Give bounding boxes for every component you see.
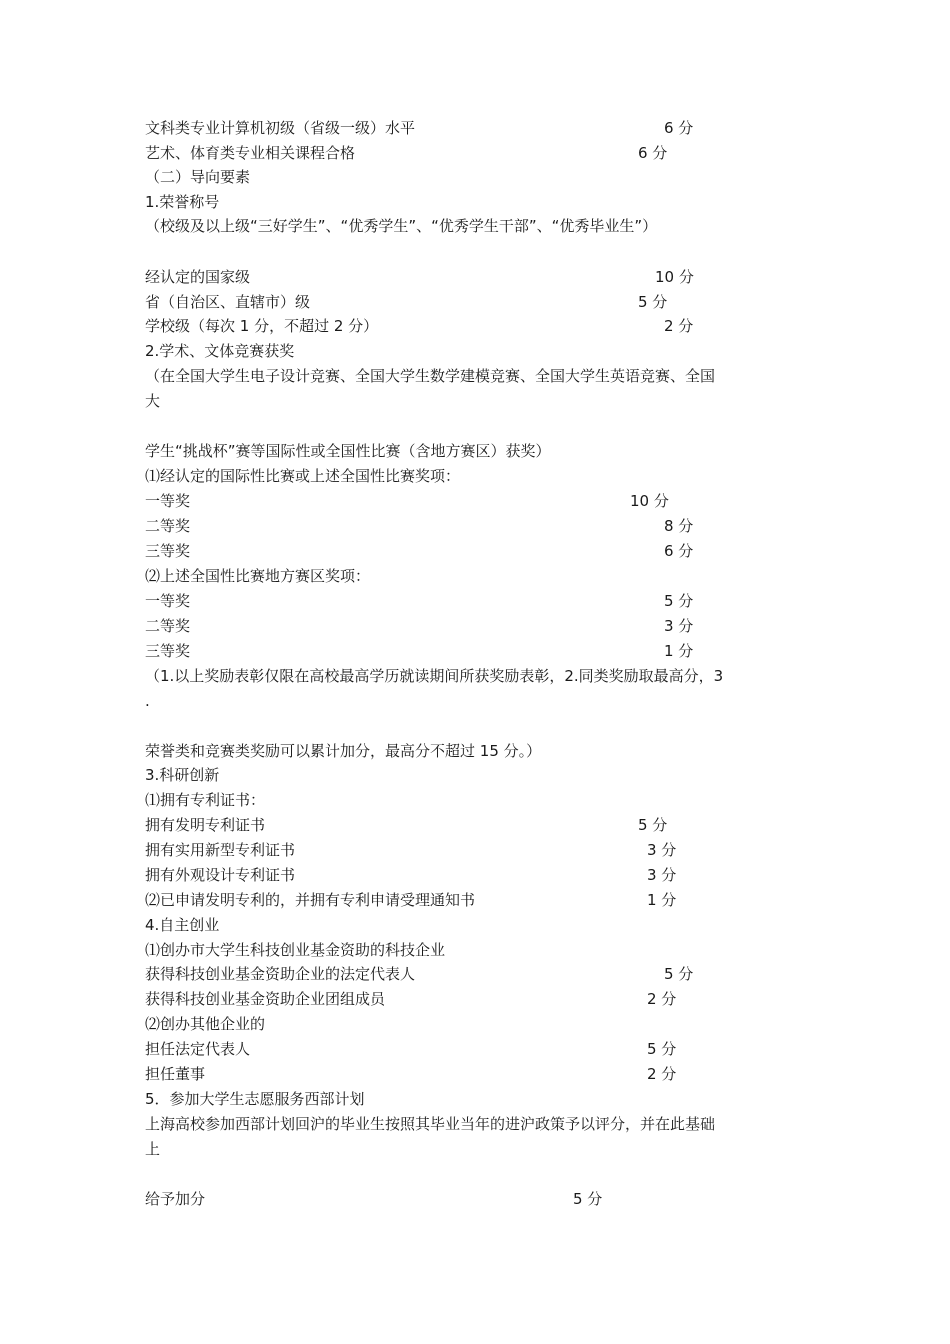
score-value: 1 分	[664, 642, 694, 660]
text-line: 一等奖	[145, 592, 191, 610]
text-line: 上海高校参加西部计划回沪的毕业生按照其毕业当年的进沪政策予以评分，并在此基础	[145, 1115, 716, 1133]
text-line: 一等奖	[145, 492, 191, 510]
score-value: 2 分	[647, 1065, 677, 1083]
text-line: ⑵上述全国性比赛地方赛区奖项：	[145, 567, 371, 585]
text-line: 荣誉类和竞赛类奖励可以累计加分，最高分不超过 15 分。）	[145, 742, 542, 760]
text-line: 艺术、体育类专业相关课程合格	[145, 144, 356, 162]
score-value: 3 分	[664, 617, 694, 635]
text-line: 学校级（每次 1 分，不超过 2 分）	[145, 317, 379, 335]
score-value: 5 分	[573, 1190, 603, 1208]
score-value: 6 分	[664, 119, 694, 137]
text-line: ⑵已申请发明专利的，并拥有专利申请受理通知书	[145, 891, 476, 909]
text-line: （校级及以上级“三好学生”、“优秀学生”、“优秀学生干部”、“优秀毕业生”）	[145, 217, 658, 235]
section-heading: 4.自主创业	[145, 916, 220, 934]
score-value: 3 分	[647, 841, 677, 859]
score-value: 6 分	[664, 542, 694, 560]
text-line: 担任董事	[145, 1065, 206, 1083]
score-value: 1 分	[647, 891, 677, 909]
score-value: 2 分	[647, 990, 677, 1008]
text-line: ⑵创办其他企业的	[145, 1015, 266, 1033]
text-line: 担任法定代表人	[145, 1040, 251, 1058]
text-line: 学生“挑战杯”赛等国际性或全国性比赛（含地方赛区）获奖）	[145, 442, 551, 460]
score-value: 10 分	[630, 492, 669, 510]
score-value: 5 分	[664, 592, 694, 610]
score-value: 5 分	[638, 293, 668, 311]
text-line: 三等奖	[145, 542, 191, 560]
text-line: 三等奖	[145, 642, 191, 660]
text-line: 经认定的国家级	[145, 268, 251, 286]
text-line: 拥有外观设计专利证书	[145, 866, 296, 884]
score-value: 3 分	[647, 866, 677, 884]
text-line: 大	[145, 392, 161, 410]
text-line: （1.以上奖励表彰仅限在高校最高学历就读期间所获奖励表彰，2.同类奖励取最高分，3	[145, 667, 724, 685]
section-heading: 5．参加大学生志愿服务西部计划	[145, 1090, 365, 1108]
score-value: 10 分	[655, 268, 694, 286]
text-line: 二等奖	[145, 517, 191, 535]
score-value: 8 分	[664, 517, 694, 535]
text-line: ⑴经认定的国际性比赛或上述全国性比赛奖项：	[145, 467, 461, 485]
score-value: 5 分	[647, 1040, 677, 1058]
score-value: 5 分	[638, 816, 668, 834]
text-line: 省（自治区、直辖市）级	[145, 293, 311, 311]
section-heading: （二）导向要素	[145, 168, 251, 186]
section-heading: 2.学术、文体竞赛获奖	[145, 342, 295, 360]
text-line: .	[145, 692, 150, 710]
text-line: 给予加分	[145, 1190, 206, 1208]
text-line: 二等奖	[145, 617, 191, 635]
text-line: ⑴拥有专利证书：	[145, 791, 266, 809]
text-line: 拥有发明专利证书	[145, 816, 266, 834]
text-line: 上	[145, 1140, 161, 1158]
text-line: 获得科技创业基金资助企业的法定代表人	[145, 965, 416, 983]
text-line: （在全国大学生电子设计竞赛、全国大学生数学建模竞赛、全国大学生英语竞赛、全国	[145, 367, 716, 385]
score-value: 2 分	[664, 317, 694, 335]
score-value: 5 分	[664, 965, 694, 983]
text-line: 获得科技创业基金资助企业团组成员	[145, 990, 386, 1008]
score-value: 6 分	[638, 144, 668, 162]
text-line: 拥有实用新型专利证书	[145, 841, 296, 859]
section-heading: 1.荣誉称号	[145, 193, 220, 211]
section-heading: 3.科研创新	[145, 766, 220, 784]
text-line: ⑴创办市大学生科技创业基金资助的科技企业	[145, 941, 446, 959]
text-line: 文科类专业计算机初级（省级一级）水平	[145, 119, 416, 137]
